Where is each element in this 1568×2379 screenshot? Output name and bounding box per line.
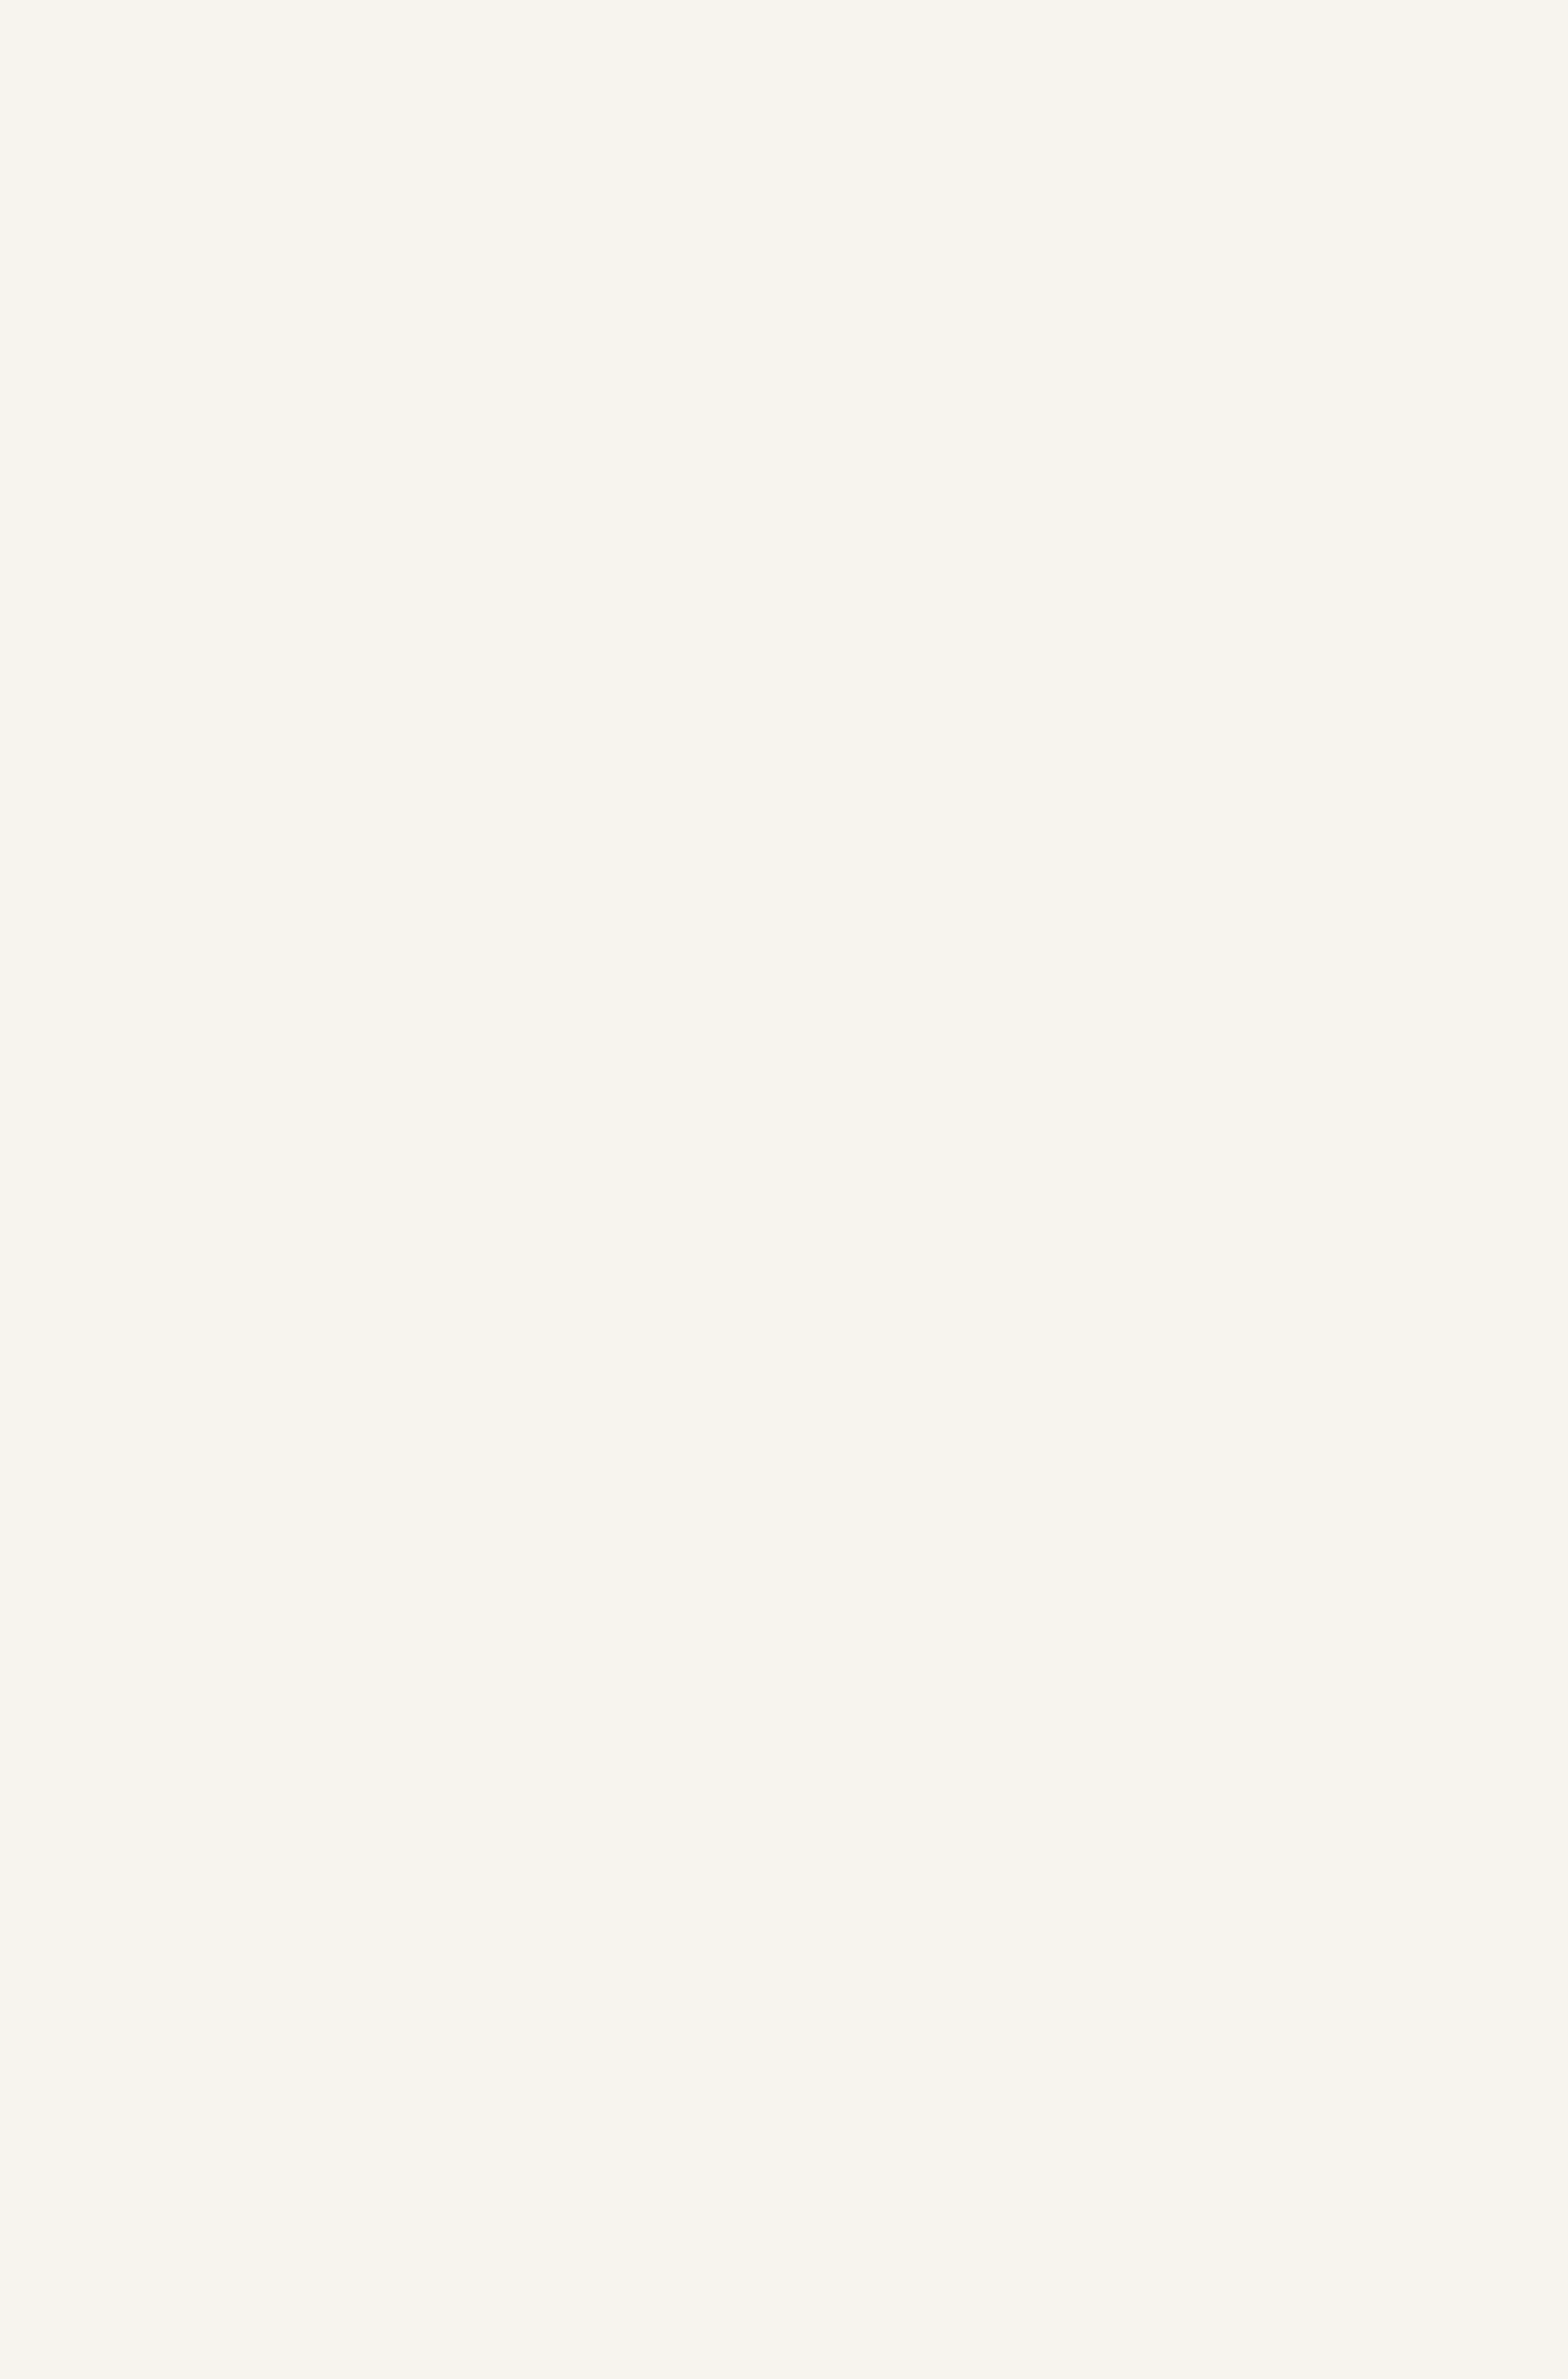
species-heading bbox=[285, 845, 1284, 925]
latin-diagnosis bbox=[291, 985, 1262, 1114]
page-header bbox=[285, 214, 1284, 271]
diagnosis-line bbox=[291, 985, 1262, 1050]
diagnosis-line bbox=[291, 1050, 1262, 1114]
